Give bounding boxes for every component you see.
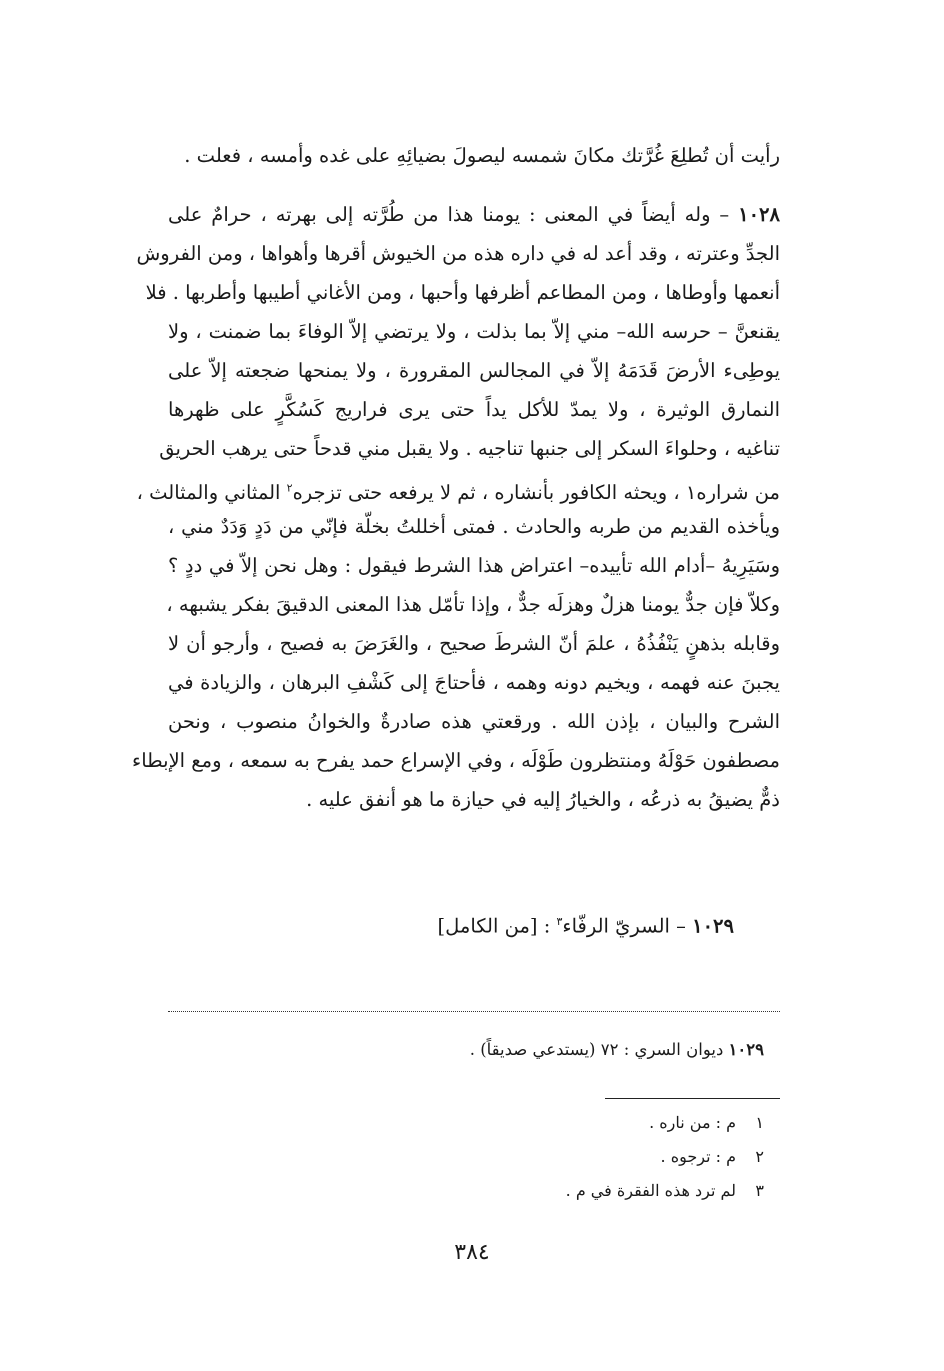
source-note-number: ١٠٢٩ xyxy=(728,1040,764,1059)
footnote-3-number: ٣ xyxy=(755,1181,764,1200)
footnote-2-text: م : ترجوه . xyxy=(660,1147,736,1166)
footnote-2-number: ٢ xyxy=(755,1147,764,1166)
text-line-7-content: النمارق الوثيرة ، ولا يمدّ للأكل يداً حتى يرى فراريج كَسُكَّرٍ على ظهرها xyxy=(168,398,780,421)
text-line-13 xyxy=(168,630,780,658)
text-line-10-content: ويأخذه القديم من طربه والحادث . فمتى أخللتُ بخلّة فإنّي من دَدٍ وَدَدٌ مني ، xyxy=(168,515,780,538)
entry-number-1028: ١٠٢٨ xyxy=(738,203,780,226)
text-line-5-content: يقنعنَّ – حرسه الله– مني إلاّ بما بذلت ، ولا يرتضي إلاّ الوفاءَ بما ضمنت ، ولا xyxy=(168,320,780,343)
text-line-5 xyxy=(168,318,780,346)
text-line-14 xyxy=(168,669,780,697)
text-line-2-content: وله أيضاً في المعنى : يومنا هذا من طُرَّته إلى بهرته ، حرامٌ على xyxy=(168,203,711,226)
source-note-text: ديوان السري : ٧٢ (يستدعي صديقاً) . xyxy=(469,1040,724,1059)
dotted-separator xyxy=(168,1011,780,1012)
text-line-6 xyxy=(168,357,780,385)
text-line-1 xyxy=(168,142,780,170)
text-line-12-content: وكلاّ فإن جدٌّ يومنا هزلٌ وهزلَه جدٌّ ، وإذا تأمّل هذا المعنى الدقيقَ بفكر يشبهه ، xyxy=(166,593,780,616)
footnote-separator xyxy=(605,1098,780,1099)
text-line-9-content: من شراره١ ، ويحثه الكافور بأنشاره ، ثم لا يرفعه حتى تزجره$^٢$ المثاني والمثالث ، xyxy=(136,480,780,504)
footnote-1-text: م : من ناره . xyxy=(649,1113,736,1132)
text-line-12 xyxy=(168,591,780,619)
text-line-1-content: رأيت أن تُطلِعَ غُرَّتك مكانَ شمسه ليصولَ بضيائِهِ على غده وأمسه ، فعلت . xyxy=(184,144,780,167)
entry-1029-heading xyxy=(438,908,734,941)
text-line-15 xyxy=(168,708,780,736)
text-line-14-content: يجبنَ عنه فهمه ، ويخيم دونه وهمه ، فأحتاجَ إلى كَشْفِ البرهان ، والزيادة في xyxy=(168,671,780,694)
poet-name: السريّ الرفّاء xyxy=(562,914,670,938)
page-number: ٣٨٤ xyxy=(454,1240,490,1265)
source-note xyxy=(470,1038,764,1062)
text-line-9 xyxy=(136,474,780,507)
text-line-15-content: الشرح والبيان ، بإذن الله . ورقعتي هذه صادرةٌ والخوانُ منصوب ، ونحن xyxy=(168,710,780,733)
text-line-8-content: تناغيه ، وحلواءَ السكر إلى جنبها تناجيه . ولا يقبل مني قدحاً حتى يرهب الحريق xyxy=(159,437,780,460)
text-line-6-content: يوطِىء الأرضَ قَدَمَهُ إلاّ في المجالس المقرورة ، ولا يمنحها ضجعته إلاّ على xyxy=(168,359,780,382)
text-line-8 xyxy=(159,435,780,463)
text-line-10 xyxy=(168,513,780,541)
footnote-3-text: لم ترد هذه الفقرة في م . xyxy=(565,1181,736,1200)
entry-1028-first-line xyxy=(168,201,780,229)
text-line-16 xyxy=(132,747,780,775)
footnote-3 xyxy=(566,1180,764,1202)
entry-dash-1029: – xyxy=(676,914,686,938)
footnote-2 xyxy=(661,1146,764,1168)
entry-number-1029: ١٠٢٩ xyxy=(692,914,734,938)
text-line-13-content: وقابله بذهنٍ يَنْفُذُهُ ، علمَ أنّ الشرطَ صحيح ، والغَرَضَ به فصيح ، وأرجو أن لا xyxy=(168,632,780,655)
footnote-ref-2: ٢ xyxy=(286,481,293,494)
entry-dash: – xyxy=(719,203,730,226)
text-line-4 xyxy=(145,279,780,307)
text-line-11-content: وسَيَرِيهُ –أدام الله تأييده– اعتراض هذا الشرط فيقول : وهل نحن إلاّ في ددٍ ؟ xyxy=(168,554,780,577)
text-line-3 xyxy=(136,240,780,268)
text-line-11 xyxy=(168,552,780,580)
text-line-17 xyxy=(168,786,780,814)
footnote-ref-3: ٣ xyxy=(556,915,563,928)
text-line-7 xyxy=(168,396,780,424)
text-line-17-content: ذمٌّ يضيقُ به ذرعُه ، والخيارُ إليه في حيازة ما هو أنفق عليه . xyxy=(306,788,780,811)
footnote-1-number: ١ xyxy=(755,1113,764,1132)
text-line-4-content: أنعمها وأوطاها ، ومن المطاعم أظرفها وأحبها ، ومن الأغاني أطيبها وأطربها . فلا xyxy=(145,281,780,304)
text-line-3-content: الجدِّ وعترته ، وقد أعد له في داره هذه من الخيوش أقرها وأهواها ، ومن الفروش xyxy=(136,242,780,265)
footnote-1 xyxy=(649,1112,764,1134)
poem-meter: : [من الكامل] xyxy=(437,914,551,938)
text-line-16-content: مصطفون حَوْلَهُ ومنتظرون طَوْلَه ، وفي الإسراع حمد يفرح به سمعه ، ومع الإبطاء xyxy=(132,749,780,772)
